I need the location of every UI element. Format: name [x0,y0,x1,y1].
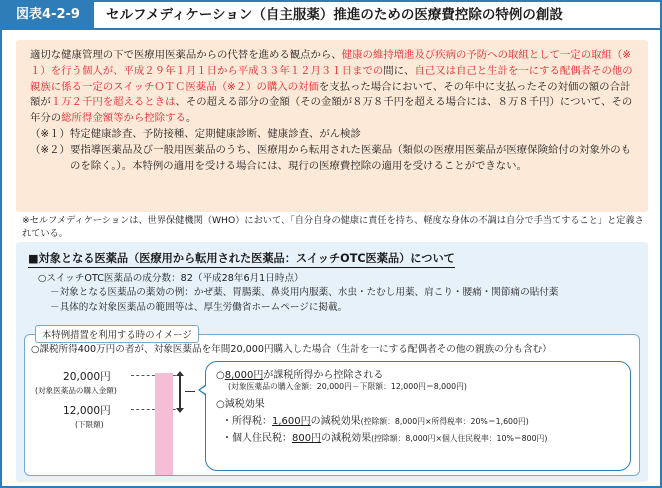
example-text: ○課税所得400万円の者が、対象医薬品を年間20,000円購入した場合（生計を一にする配偶者その他の親族の分も含む） [31,344,552,355]
section-heading: ■対象となる医薬品（医療用から転用された医薬品：スイッチOTC医薬品）について [28,250,455,268]
tax-effect-heading: ○減税効果 [216,399,265,410]
resident-tax-label: ・個人住民税： [222,433,292,444]
income-tax-line [222,412,529,427]
text-segment: 適切な健康管理の下で医療用医薬品からの代替を進める観点から、 [30,49,342,61]
threshold-amount-note: (下限額) [75,420,104,429]
effect-callout [205,361,631,471]
income-tax-amount: 1,600円 [272,416,311,427]
target-medicine-section [16,242,648,482]
purchase-amount-note: (対象医薬品の購入金額) [35,386,117,395]
resident-tax-suffix: の減税効果 [321,433,372,444]
footnote-1 [30,127,636,143]
text-segment: 。 [185,112,197,125]
text-segment: 間に、 [383,64,415,77]
image-box-label: 本特例措置を利用する時のイメージ [35,325,199,343]
list-item: －対象となる医薬品の薬効の例：かぜ薬、胃腸薬、鼻炎用内服薬、水虫・たむし用薬、肩こり・腰痛・関節痛の貼付薬 [50,287,559,299]
deduction-text: が課税所得から控除される [263,370,384,381]
text-segment: を支払った場合において、その年中に支払ったその対価の額の合計額が [30,80,631,109]
connector-line [185,391,195,392]
footnote-mark: （※１） [30,127,70,140]
deduction-line [216,366,383,381]
income-tax-suffix: の減税効果 [310,416,361,427]
income-tax-calc: (控除額：8,000円×所得税率：20%＝1,600円) [360,417,529,426]
footnote-text: 特定健康診査、予防接種、定期健康診断、健康診査、がん検診 [70,127,361,140]
highlight-segment: １万２千円を超えるときは [50,96,176,109]
highlight-segment: 自己又は自己と生計を一にする配偶者その他の親族に係る一定のスイッチＯＴＣ医薬品（※２）の購入の対価 [30,64,633,93]
figure-titlebar [2,2,660,30]
list-item: －具体的な対象医薬品の範囲等は、厚生労働省ホームページに掲載。 [50,301,348,313]
highlight-segment: 総所得金額等から控除する [61,112,186,125]
resident-tax-line [222,429,547,444]
highlight-segment: 健康の維持増進及び疾病の予防への取組として一定の取組（※１）を行う個人が、平成２９年１月１日から平成３３年１２月３１日までの [30,49,631,77]
explanation-paragraph [30,48,636,127]
explanation-box [16,40,648,212]
purchase-amount: 20,000円 [63,371,111,383]
resident-tax-calc: (控除額：8,000円×個人住民税率：10%＝800円) [371,434,548,443]
callout-pointer-inner [200,386,206,394]
deduction-calc: (対象医薬品の購入金額：20,000円－下限額：12,000円＝8,000円) [228,382,467,391]
figure-title: セルフメディケーション（自主服薬）推進のための医療費控除の特例の創設 [106,7,563,23]
footnote-mark: （※２） [30,143,70,156]
deduction-amount: 8,000円 [224,370,264,381]
footnote-2 [30,143,636,175]
threshold-amount: 12,000円 [63,405,111,417]
resident-tax-amount: 800円 [292,433,322,444]
figure-label: 図表4-2-9 [2,2,94,28]
usage-image-box [24,330,640,476]
purchase-bar [155,373,173,475]
who-definition-note: ※セルフメディケーションは、世界保健機関（WHO）において、「自分自身の健康に責任を持ち、軽度な身体の不調は自分で手当てすること」と定義されている。 [22,215,644,239]
income-tax-label: ・所得税： [222,416,272,427]
text-segment: 、その超える部分の金額（その金額が８万８千円を超える場合には、８万８千円）について、その年分の [30,96,633,125]
bullet-mark: ○ [216,370,225,381]
footnote-text: 要指導医薬品及び一般用医薬品のうち、医療用から転用された医薬品（類似の医療用医薬品が医療保険給付の対象外のものを除く。）。本特例の適用を受ける場合には、現行の医療費控除の適用を受けることができない。 [70,143,632,172]
section-list [38,272,558,315]
explanation-text [30,48,636,174]
deduction-range-arrow [179,375,181,409]
list-item: ○スイッチOTC医薬品の成分数：82（平成28年6月1日時点） [38,273,304,284]
